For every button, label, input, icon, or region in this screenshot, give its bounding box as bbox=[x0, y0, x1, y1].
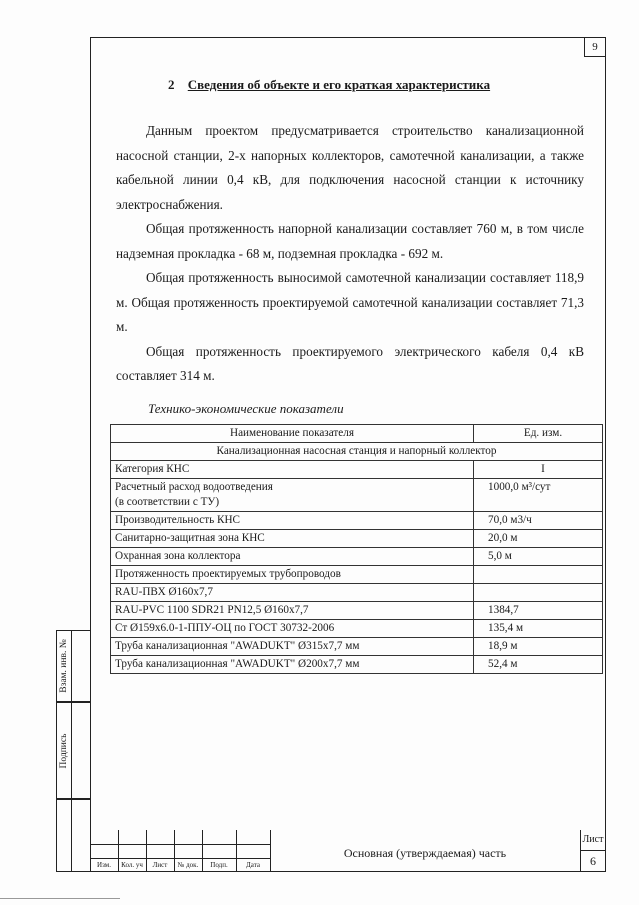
paragraph: Данным проектом предусматривается строительство канализационной насосной станции, 2-х напорных коллекторов, самотечной канализации, а также кабельной линии 0,4 кВ, для подключения насосной станции к источнику электроснабжения. bbox=[116, 123, 584, 212]
stamp-col-change: Изм. bbox=[97, 861, 111, 869]
row-name: Труба канализационная "AWADUKT" Ø315х7,7 мм bbox=[111, 638, 474, 656]
row-value: 70,0 м3/ч bbox=[474, 512, 603, 530]
stamp-col-sign: Подп. bbox=[210, 861, 228, 869]
paragraph: Общая протяженность выносимой самотечной канализации составляет 118,9 м. Общая протяженность проектируемой самотечной канализации составляет 71,3 м. bbox=[116, 270, 584, 334]
row-value: I bbox=[474, 461, 603, 479]
row-name: Производительность КНС bbox=[111, 512, 474, 530]
table-row bbox=[111, 566, 603, 584]
row-name bbox=[111, 479, 474, 512]
table-group-row bbox=[111, 443, 603, 461]
side-stamp-empty bbox=[56, 799, 90, 872]
table-row bbox=[111, 461, 603, 479]
row-value: 52,4 м bbox=[474, 656, 603, 674]
stamp-col-date: Дата bbox=[246, 861, 260, 869]
row-name-line: Расчетный расход водоотведения bbox=[115, 481, 273, 493]
stamp-col-sheet: Лист bbox=[152, 861, 168, 869]
sheet-number: 6 bbox=[590, 854, 596, 868]
sheet-label: Лист bbox=[582, 834, 604, 845]
stamp-col-count: Кол. уч bbox=[121, 861, 143, 869]
table-row bbox=[111, 638, 603, 656]
side-label-signature: Подпись bbox=[59, 733, 69, 768]
row-name-line: (в соответствии с ТУ) bbox=[115, 496, 220, 508]
side-stamp-signature bbox=[56, 702, 90, 799]
row-value: 1384,7 bbox=[474, 602, 603, 620]
row-name: Ст Ø159х6.0-1-ППУ-ОЦ по ГОСТ 30732-2006 bbox=[111, 620, 474, 638]
table-row bbox=[111, 656, 603, 674]
row-name: Охранная зона коллектора bbox=[111, 548, 474, 566]
table-row bbox=[111, 512, 603, 530]
bottom-edge-line bbox=[0, 898, 120, 899]
table-row bbox=[111, 548, 603, 566]
row-name: RAU-ПВХ Ø160х7,7 bbox=[111, 584, 474, 602]
page-number: 9 bbox=[584, 37, 606, 57]
table-row bbox=[111, 479, 603, 512]
row-name: RAU-PVC 1100 SDR21 PN12,5 Ø160х7,7 bbox=[111, 602, 474, 620]
paragraph: Общая протяженность проектируемого электрического кабеля 0,4 кВ составляет 314 м. bbox=[116, 343, 584, 383]
header-cell-name: Наименование показателя bbox=[111, 425, 474, 443]
body-text bbox=[116, 119, 584, 389]
stamp-col-doc: № док. bbox=[177, 861, 199, 869]
indicators-table bbox=[110, 424, 603, 674]
row-name: Труба канализационная "AWADUKT" Ø200х7,7 мм bbox=[111, 656, 474, 674]
row-value: 1000,0 м³/сут bbox=[474, 479, 603, 512]
row-value: 20,0 м bbox=[474, 530, 603, 548]
table-header-row bbox=[111, 425, 603, 443]
title-block bbox=[90, 830, 606, 872]
row-value: 5,0 м bbox=[474, 548, 603, 566]
table-row bbox=[111, 602, 603, 620]
row-value: 135,4 м bbox=[474, 620, 603, 638]
section-title: Сведения об объекте и его краткая характеристика bbox=[187, 77, 491, 92]
table-row bbox=[111, 620, 603, 638]
group-cell: Канализационная насосная станция и напорный коллектор bbox=[111, 443, 603, 461]
row-value bbox=[474, 566, 603, 584]
paragraph: Общая протяженность напорной канализации составляет 760 м, в том числе надземная прокладка - 68 м, подземная прокладка - 692 м. bbox=[116, 221, 584, 261]
section-number: 2 bbox=[168, 77, 175, 92]
section-heading bbox=[168, 77, 490, 93]
table-row bbox=[111, 530, 603, 548]
header-cell-unit: Ед. изм. bbox=[474, 425, 603, 443]
row-name: Протяженность проектируемых трубопроводов bbox=[111, 566, 474, 584]
table-caption: Технико-экономические показатели bbox=[148, 401, 344, 416]
side-stamp-replacement bbox=[56, 630, 90, 702]
row-value: 18,9 м bbox=[474, 638, 603, 656]
stamp-title: Основная (утверждаемая) часть bbox=[343, 846, 507, 860]
table-row bbox=[111, 584, 603, 602]
side-label-replacement: Взам. инв. № bbox=[59, 639, 69, 693]
row-name: Санитарно-защитная зона КНС bbox=[111, 530, 474, 548]
row-name: Категория КНС bbox=[111, 461, 474, 479]
row-value bbox=[474, 584, 603, 602]
